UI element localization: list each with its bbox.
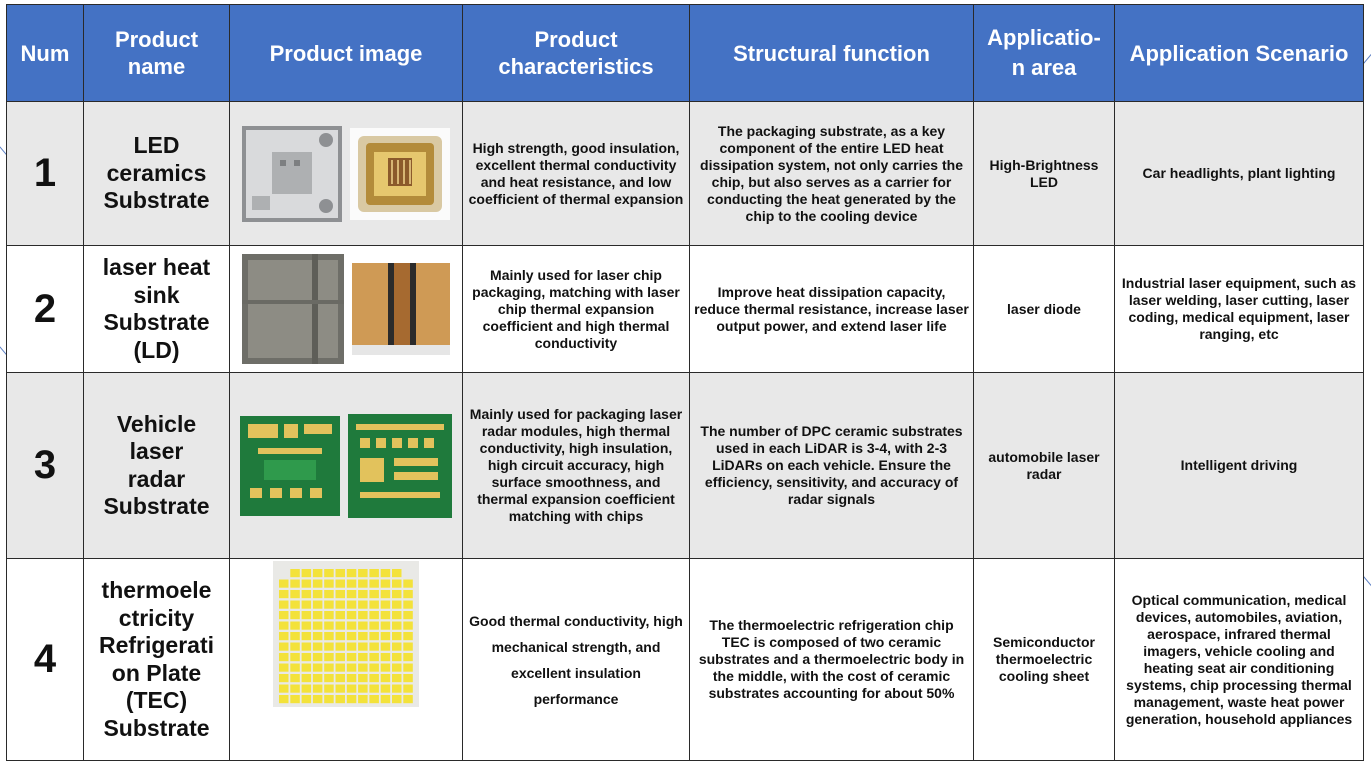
- heat-sink-gold-image: [352, 263, 450, 355]
- table-row: [7, 373, 1364, 559]
- application-area: automobile laser radar: [974, 373, 1115, 559]
- row-number: 3: [7, 373, 84, 559]
- header-row: [7, 5, 1364, 102]
- structural-function: The packaging substrate, as a key component of the entire LED heat dissipation system, not only carries the chip, but also serves as a carrier for conducting the heat generated by the chip to the cooling device: [690, 102, 974, 246]
- row-number: 4: [7, 559, 84, 761]
- product-name: laser heat sink Substrate (LD): [84, 246, 230, 373]
- row-number: 1: [7, 102, 84, 246]
- radar-board-front-image: [240, 416, 340, 516]
- tec-substrate-image: [273, 561, 419, 707]
- table-row: [7, 102, 1364, 246]
- product-name: LED ceramics Substrate: [84, 102, 230, 246]
- product-image-cell: [230, 373, 463, 559]
- product-name: Vehicle laser radar Substrate: [84, 373, 230, 559]
- row-number: 2: [7, 246, 84, 373]
- application-area: Semiconductor thermoelectric cooling sheet: [974, 559, 1115, 761]
- application-scenario: Industrial laser equipment, such as laser welding, laser cutting, laser coding, medical equipment, laser ranging, etc: [1115, 246, 1364, 373]
- led-package-image: [350, 128, 450, 220]
- header-product-name: Product name: [84, 5, 230, 102]
- product-name: thermoele ctricity Refrigerati on Plate (TEC) Substrate: [84, 559, 230, 761]
- header-application-area: Applicatio-n area: [974, 5, 1115, 102]
- header-structural-function: Structural function: [690, 5, 974, 102]
- product-table: [6, 4, 1364, 761]
- table-row: [7, 246, 1364, 373]
- product-image-cell: [230, 559, 463, 761]
- header-num: Num: [7, 5, 84, 102]
- led-ceramic-plate-image: [242, 126, 342, 222]
- application-scenario: Optical communication, medical devices, automobiles, aviation, aerospace, infrared thermal imagers, vehicle cooling and heating seat air conditioning systems, chip processing thermal management, waste heat power generation, household appliances: [1115, 559, 1364, 761]
- product-characteristics: Mainly used for packaging laser radar modules, high thermal conductivity, high insulation, high circuit accuracy, high surface smoothness, and thermal expansion coefficient matching with chips: [463, 373, 690, 559]
- header-product-image: Product image: [230, 5, 463, 102]
- application-scenario: Intelligent driving: [1115, 373, 1364, 559]
- product-characteristics: Good thermal conductivity, high mechanical strength, and excellent insulation performance: [463, 559, 690, 761]
- structural-function: The number of DPC ceramic substrates used in each LiDAR is 3-4, with 2-3 LiDARs on each vehicle. Ensure the efficiency, sensitivity, and accuracy of radar signals: [690, 373, 974, 559]
- application-scenario: Car headlights, plant lighting: [1115, 102, 1364, 246]
- application-area: laser diode: [974, 246, 1115, 373]
- application-area: High-Brightness LED: [974, 102, 1115, 246]
- heat-sink-grey-image: [242, 254, 344, 364]
- product-image-cell: [230, 246, 463, 373]
- table-row: [7, 559, 1364, 761]
- structural-function: The thermoelectric refrigeration chip TEC is composed of two ceramic substrates and a thermoelectric body in the middle, with the cost of ceramic substrates accounting for about 50%: [690, 559, 974, 761]
- structural-function: Improve heat dissipation capacity, reduce thermal resistance, increase laser output power, and extend laser life: [690, 246, 974, 373]
- product-characteristics: Mainly used for laser chip packaging, matching with laser chip thermal expansion coefficient and high thermal conductivity: [463, 246, 690, 373]
- radar-board-back-image: [348, 414, 452, 518]
- product-image-cell: [230, 102, 463, 246]
- header-characteristics: Product characteristics: [463, 5, 690, 102]
- header-application-scenario: Application Scenario: [1115, 5, 1364, 102]
- product-characteristics: High strength, good insulation, excellent thermal conductivity and heat resistance, and low coefficient of thermal expansion: [463, 102, 690, 246]
